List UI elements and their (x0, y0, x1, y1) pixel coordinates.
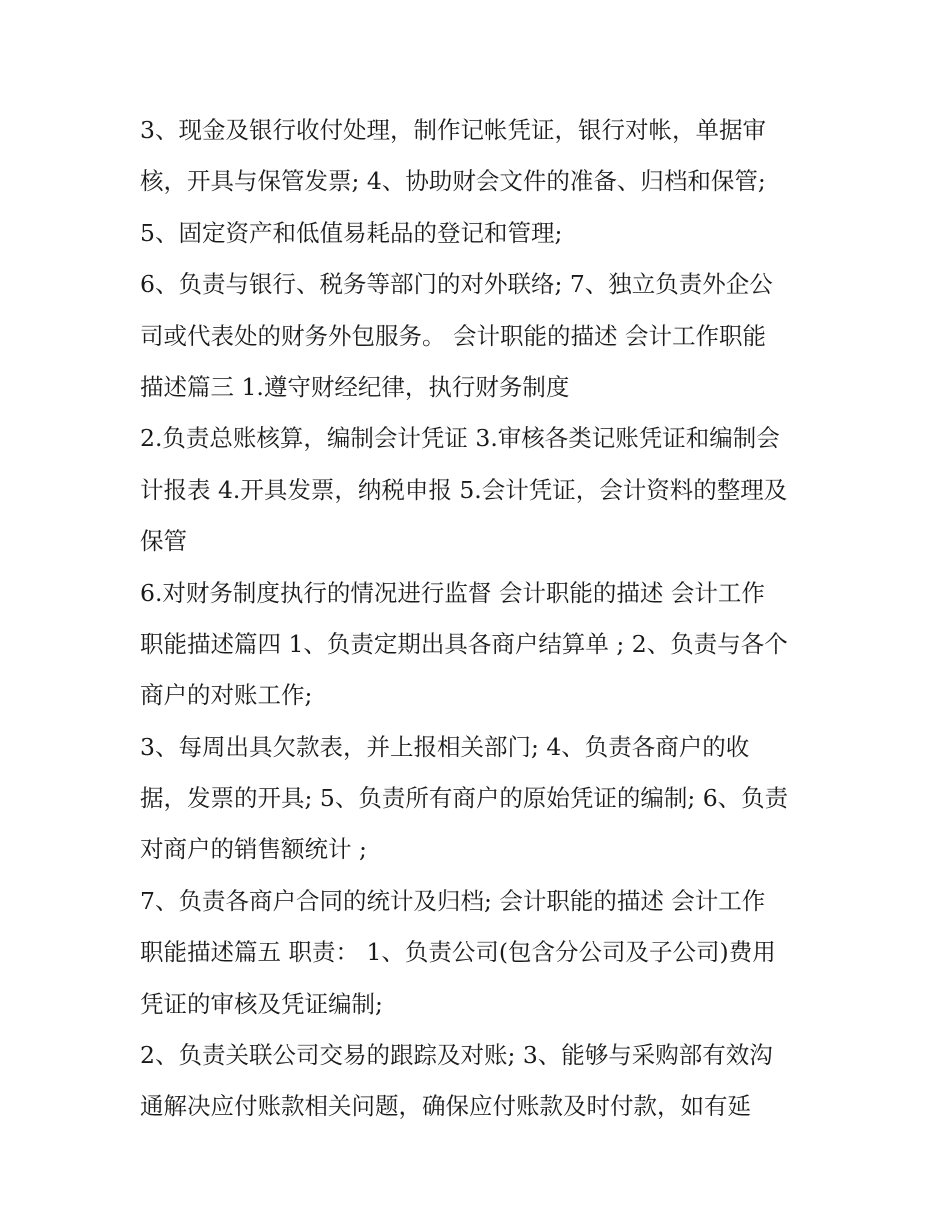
text-line: 2、负责关联公司交易的跟踪及对账; 3、能够与采购部有效沟 (140, 1041, 773, 1070)
text-line: 据，发票的开具; 5、负责所有商户的原始凭证的编制; 6、负责 (140, 784, 789, 813)
text-line: 6.对财务制度执行的情况进行监督 会计职能的描述 会计工作 (140, 578, 765, 607)
text-line: 凭证的审核及凭证编制; (140, 989, 383, 1018)
text-line: 核，开具与保管发票; 4、协助财会文件的准备、归档和保管; (140, 167, 766, 196)
text-line: 对商户的销售额统计 ; (140, 835, 367, 864)
text-line: 2.负责总账核算，编制会计凭证 3.审核各类记账凭证和编制会 (140, 424, 780, 453)
text-line: 职能描述篇四 1、负责定期出具各商户结算单 ; 2、负责与各个 (140, 629, 788, 658)
text-line: 描述篇三 1.遵守财经纪律，执行财务制度 (140, 372, 570, 401)
text-line: 保管 (140, 527, 187, 556)
text-line: 3、现金及银行收付处理，制作记帐凭证，银行对帐，单据审 (140, 116, 766, 144)
document-body (140, 105, 820, 1133)
text-line: 7、负责各商户合同的统计及归档; 会计职能的描述 会计工作 (140, 886, 766, 915)
text-line: 通解决应付账款相关问题，确保应付账款及时付款，如有延 (140, 1092, 751, 1121)
text-line: 3、每周出具欠款表，并上报相关部门; 4、负责各商户的收 (140, 732, 750, 761)
text-line: 司或代表处的财务外包服务。 会计职能的描述 会计工作职能 (140, 321, 766, 350)
text-line: 职能描述篇五 职责： 1、负责公司(包含分公司及子公司)费用 (140, 938, 776, 967)
text-line: 商户的对账工作; (140, 681, 313, 710)
text-line: 计报表 4.开具发票，纳税申报 5.会计凭证，会计资料的整理及 (140, 475, 788, 504)
text-line: 5、固定资产和低值易耗品的登记和管理; (140, 218, 563, 247)
text-line: 6、负责与银行、税务等部门的对外联络; 7、独立负责外企公 (140, 270, 773, 299)
